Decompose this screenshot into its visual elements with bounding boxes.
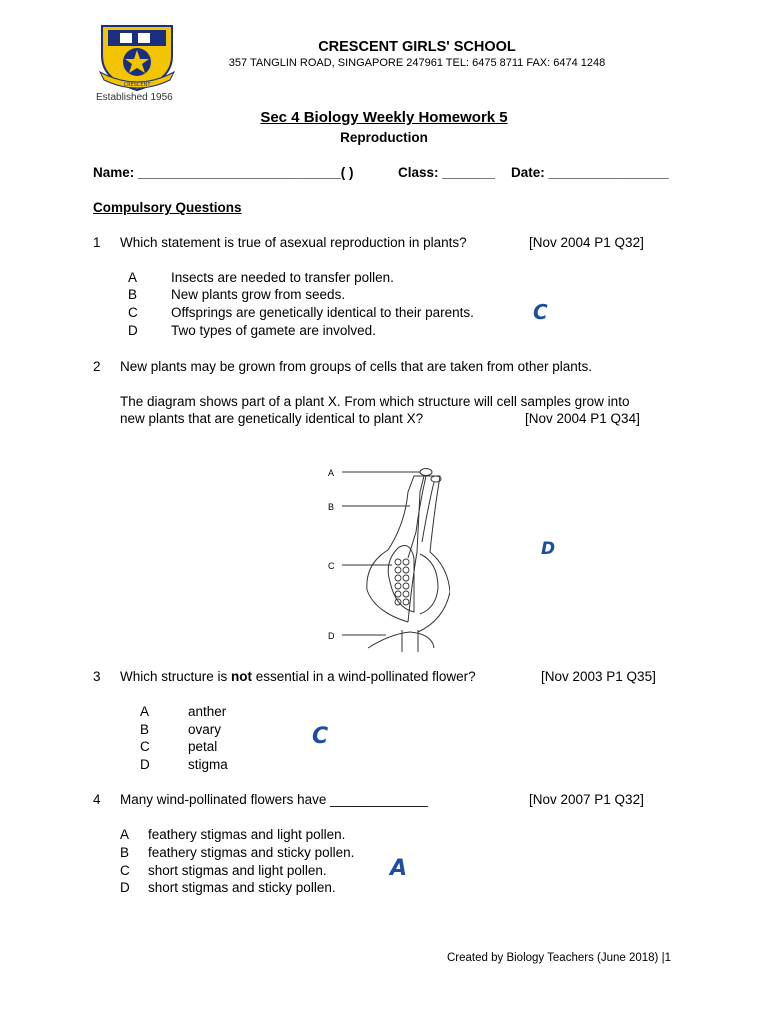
q1-option-text: Two types of gamete are involved. [171, 323, 376, 338]
page-title: Sec 4 Biology Weekly Homework 5 [260, 109, 508, 126]
q4-option-letter: B [120, 845, 130, 860]
q4-option-text: feathery stigmas and sticky pollen. [148, 845, 355, 860]
q1-option-letter: A [128, 270, 138, 285]
date-field[interactable]: Date: ________________ [511, 165, 669, 180]
q4-option-text: feathery stigmas and light pollen. [148, 827, 346, 842]
plant-structure-diagram [320, 462, 450, 654]
diagram-label-a: A [328, 468, 335, 478]
section-heading: Compulsory Questions [93, 200, 242, 215]
q3-option-letter: B [140, 722, 150, 737]
q3-option-text: anther [188, 704, 227, 719]
q3-text-bold: not [231, 669, 253, 684]
q2-number: 2 [93, 359, 101, 374]
school-address: 357 TANGLIN ROAD, SINGAPORE 247961 TEL: 6475 8711 FAX: 6474 1248 [228, 57, 606, 69]
q3-ref: [Nov 2003 P1 Q35] [541, 669, 656, 684]
q3-option-text: stigma [188, 757, 228, 772]
class-field[interactable]: Class: _______ [398, 165, 495, 180]
q3-option-text: ovary [188, 722, 222, 737]
q3-handwritten-answer: C [312, 724, 329, 749]
q2-handwritten-answer: D [541, 539, 556, 559]
diagram-label-b: B [328, 502, 335, 512]
q4-option-letter: A [120, 827, 130, 842]
q1-option-letter: D [128, 323, 138, 338]
q4-option-letter: C [120, 863, 130, 878]
q4-number: 4 [93, 792, 101, 807]
q3-text [120, 669, 476, 685]
q1-number: 1 [93, 235, 101, 250]
page-footer: Created by Biology Teachers (June 2018) |1 [447, 952, 671, 964]
established-text: Established 1956 [96, 92, 173, 103]
q4-ref: [Nov 2007 P1 Q32] [529, 792, 644, 807]
q3-number: 3 [93, 669, 101, 684]
q2-text-line3: new plants that are genetically identical to plant X? [120, 411, 424, 426]
q3-text-pre: Which structure is [120, 669, 232, 684]
q1-option-text: Offsprings are genetically identical to their parents. [171, 305, 474, 320]
q3-text-post: essential in a wind-pollinated flower? [252, 669, 476, 684]
q3-option-letter: D [140, 757, 150, 772]
q1-option-text: Insects are needed to transfer pollen. [171, 270, 394, 285]
q1-handwritten-answer: C [533, 300, 548, 324]
q1-option-text: New plants grow from seeds. [171, 287, 346, 302]
q4-text: Many wind-pollinated flowers have _____________ [120, 792, 428, 807]
q2-text: New plants may be grown from groups of cells that are taken from other plants. [120, 359, 592, 374]
q2-text-line2: The diagram shows part of a plant X. From which structure will cell samples grow into [120, 394, 630, 409]
diagram-label-d: D [328, 631, 335, 641]
q4-option-text: short stigmas and sticky pollen. [148, 880, 336, 895]
q1-option-letter: C [128, 305, 138, 320]
diagram-label-c: C [328, 561, 335, 571]
school-name: CRESCENT GIRLS' SCHOOL [318, 39, 516, 55]
q3-option-letter: C [140, 739, 150, 754]
q1-option-letter: B [128, 287, 138, 302]
q3-option-letter: A [140, 704, 150, 719]
q3-option-text: petal [188, 739, 218, 754]
q1-text: Which statement is true of asexual reproduction in plants? [120, 235, 467, 250]
q2-ref: [Nov 2004 P1 Q34] [525, 411, 640, 426]
q4-option-letter: D [120, 880, 130, 895]
q1-ref: [Nov 2004 P1 Q32] [529, 235, 644, 250]
page-subtitle: Reproduction [340, 130, 428, 145]
name-field[interactable]: Name: ___________________________( ) [93, 165, 354, 180]
crest-motto: CRESCENT [123, 82, 151, 88]
q4-option-text: short stigmas and light pollen. [148, 863, 327, 878]
q4-handwritten-answer: A [390, 856, 408, 881]
